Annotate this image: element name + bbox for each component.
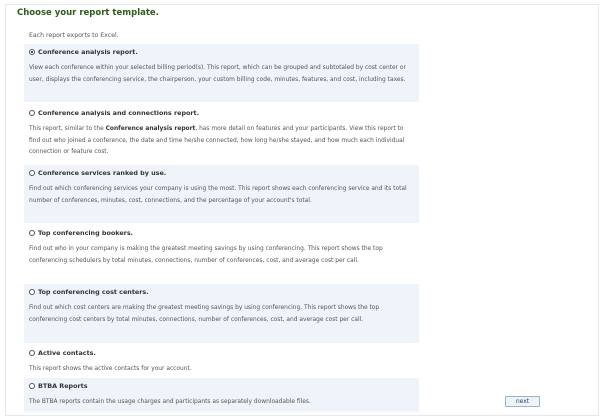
next-button[interactable]: next	[505, 396, 540, 407]
option-description: The BTBA reports contain the usage charges and participants as separately downloadable files.	[29, 399, 311, 405]
option-description: View each conference within your selected billing period(s). This report, which can be grouped and subtotaled by cost center or user, displays the conferencing service, the chairperson, your custom billing code, minutes, features, and cost, including taxes.	[29, 65, 406, 83]
radio-top-bookers[interactable]	[29, 230, 35, 236]
option-label: Conference services ranked by use.	[38, 169, 167, 177]
option-label: Conference analysis and connections report.	[38, 109, 200, 117]
option-description: This report shows the active contacts for your account.	[29, 366, 192, 372]
report-option-top-cost-centers[interactable]	[24, 284, 419, 343]
report-option-active-contacts[interactable]	[24, 345, 419, 377]
option-label: Top conferencing cost centers.	[38, 288, 149, 296]
radio-btba[interactable]	[29, 383, 35, 389]
option-description: Find out which cost centers are making the greatest meeting savings by using conferencing. This report shows the top conferencing cost centers by total minutes, connections, number of conferences, cost, and average cost per call.	[29, 305, 380, 323]
radio-active-contacts[interactable]	[29, 350, 35, 356]
report-option-btba[interactable]	[24, 378, 419, 412]
radio-conference-connections[interactable]	[29, 110, 35, 116]
radio-conference-analysis[interactable]	[29, 49, 35, 55]
option-label: Active contacts.	[38, 349, 96, 357]
export-note: Each report exports to Excel.	[29, 32, 119, 39]
report-option-conference-analysis[interactable]	[24, 44, 419, 102]
option-label: BTBA Reports	[38, 382, 88, 390]
report-option-top-bookers[interactable]	[24, 225, 419, 282]
radio-top-cost-centers[interactable]	[29, 289, 35, 295]
radio-services-ranked[interactable]	[29, 170, 35, 176]
option-description: Find out who in your company is making the greatest meeting savings by using conferencing. This report shows the top conferencing schedulers by total minutes, connections, number of conferences, cost, and average cost per call.	[29, 246, 383, 264]
report-option-conference-connections[interactable]	[24, 105, 419, 165]
option-description: Find out which conferencing services your company is using the most. This report shows each conferencing service and its total number of conferences, minutes, cost, connections, and the percentage of your account's total.	[29, 186, 407, 204]
option-label: Conference analysis report.	[38, 48, 138, 56]
page-title: Choose your report template.	[17, 8, 159, 18]
option-description: This report, similar to the Conference analysis report, has more detail on features and your participants. View this report to find out who joined a conference, the date and time he/she connected, how long he/she stayed, and how much each individual connection or feature cost.	[29, 126, 405, 155]
option-label: Top conferencing bookers.	[38, 229, 134, 237]
report-option-services-ranked[interactable]	[24, 165, 419, 223]
